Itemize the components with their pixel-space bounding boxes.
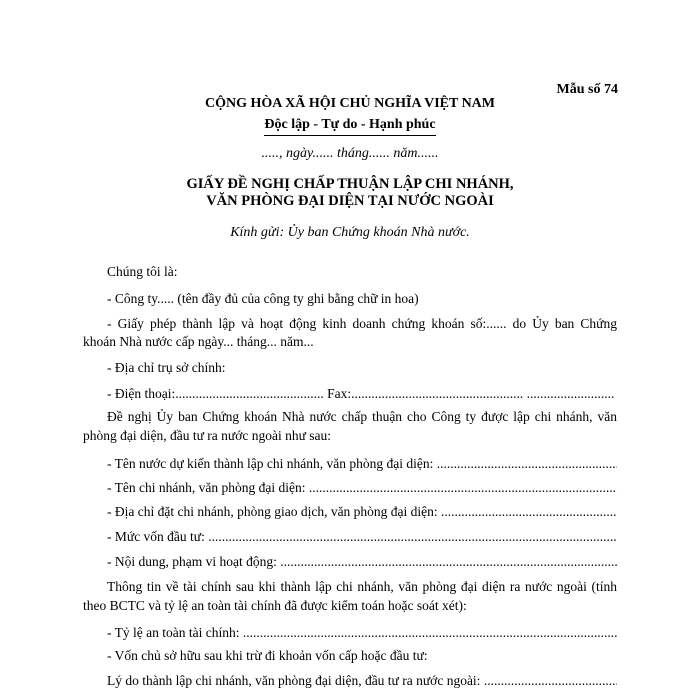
request-line-2: phòng đại diện, đầu tư ra nước ngoài như sau:: [83, 428, 332, 443]
license-line-2: khoán Nhà nước cấp ngày... tháng... năm...: [83, 334, 314, 349]
finance-line-2: theo BCTC và tỷ lệ an toàn tài chính đã được kiểm toán hoặc soát xét):: [83, 598, 467, 613]
reason-line: Lý do thành lập chi nhánh, văn phòng đại diện, đầu tư ra nước ngoài: .....: [83, 672, 617, 690]
national-title: CỘNG HÒA XÃ HỘI CHỦ NGHĨA VIỆT NAM: [204, 96, 495, 111]
request-line-1: Đề nghị Ủy ban Chứng khoán Nhà nước chấp thuận cho Công ty được lập chi nhánh, văn: [107, 409, 617, 424]
intro-line: Chúng tôi là:: [107, 264, 178, 279]
equity-line: - Vốn chủ sở hữu sau khi trừ đi khoản vốn cấp hoặc đầu tư:: [107, 648, 428, 663]
dateline: ....., ngày...... tháng...... năm......: [261, 146, 439, 161]
safety-ratio-line: - Tỷ lệ an toàn tài chính: .....: [83, 624, 617, 642]
phone-fax-line: - Điện thoại:............................................ Fax:................................................... ..........................: [107, 386, 615, 401]
branch-address-line: - Địa chỉ đặt chi nhánh, phòng giao dịch, văn phòng đại diện: .....: [83, 503, 617, 521]
scope-line: - Nội dung, phạm vi hoạt động: .....: [83, 553, 617, 571]
form-code: Mẫu số 74: [556, 82, 618, 97]
document-title-line-2: VĂN PHÒNG ĐẠI DIỆN TẠI NƯỚC NGOÀI: [206, 193, 494, 209]
finance-line-1: Thông tin về tài chính sau khi thành lập chi nhánh, văn phòng đại diện ra nước ngoài (tính: [107, 579, 617, 594]
company-line: - Công ty..... (tên đầy đủ của công ty ghi bằng chữ in hoa): [107, 291, 419, 306]
national-motto: Độc lập - Tự do - Hạnh phúc: [264, 117, 435, 136]
branch-name-line: - Tên chi nhánh, văn phòng đại diện: .....: [83, 479, 617, 497]
address-line: - Địa chỉ trụ sở chính:: [107, 360, 226, 375]
document-title-line-1: GIẤY ĐỀ NGHỊ CHẤP THUẬN LẬP CHI NHÁNH,: [186, 176, 514, 192]
capital-line: - Mức vốn đầu tư: .....: [83, 528, 617, 546]
motto-wrap: [0, 115, 700, 136]
license-line-1: - Giấy phép thành lập và hoạt động kinh doanh chứng khoán số:...... do Ủy ban Chứng: [107, 316, 617, 331]
country-line: - Tên nước dự kiến thành lập chi nhánh, văn phòng đại diện: .....: [83, 455, 617, 473]
recipient: Kính gửi: Ủy ban Chứng khoán Nhà nước.: [230, 225, 470, 240]
